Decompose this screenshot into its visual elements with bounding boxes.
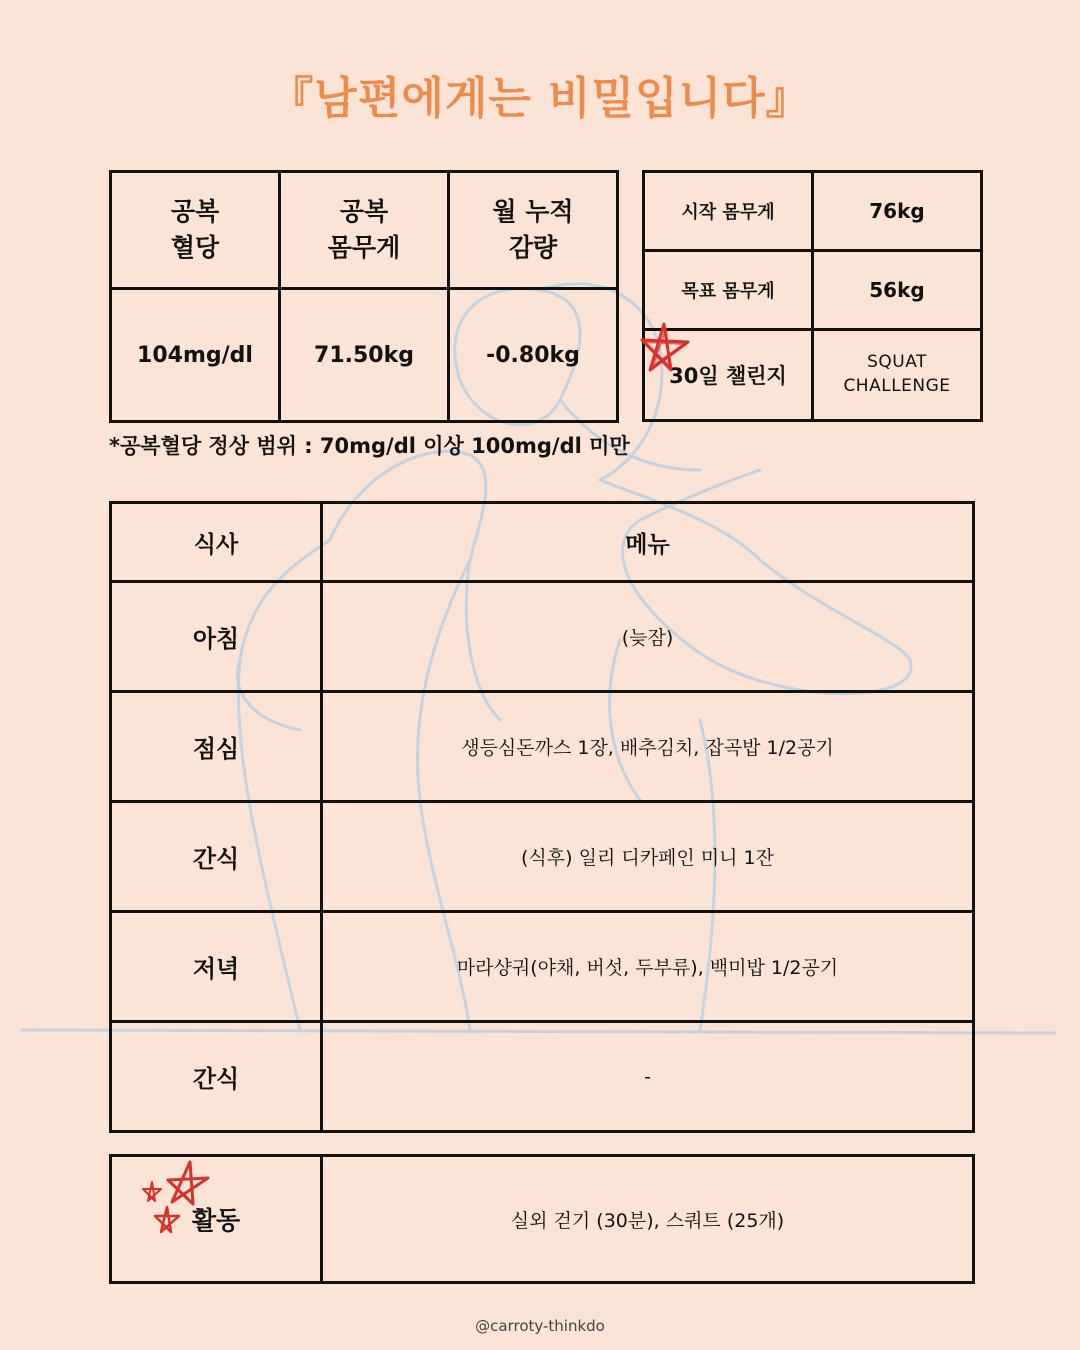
stats-header-monthly-loss: 월 누적 감량	[449, 172, 618, 289]
meal-label: 간식	[111, 802, 322, 912]
meal-menu: 생등심돈까스 1장, 배추김치, 잡곡밥 1/2공기	[322, 692, 974, 802]
blood-sugar-note: *공복혈당 정상 범위 : 70mg/dl 이상 100mg/dl 미만	[109, 434, 630, 458]
meal-label: 아침	[111, 582, 322, 692]
stats-header-weight: 공복 몸무게	[280, 172, 449, 289]
meal-menu: (식후) 일리 디카페인 미니 1잔	[322, 802, 974, 912]
stats-table	[109, 170, 619, 423]
meals-table	[109, 501, 975, 1133]
goals-table	[642, 170, 983, 422]
challenge-value-line2: CHALLENGE	[843, 376, 951, 396]
table-row	[111, 912, 974, 1022]
start-weight-value: 76kg	[813, 172, 982, 251]
target-weight-label: 목표 몸무게	[644, 251, 813, 330]
activity-table	[109, 1154, 975, 1284]
meal-menu: (늦잠)	[322, 582, 974, 692]
stats-header-blood-sugar: 공복 혈당	[111, 172, 280, 289]
stats-value-monthly-loss: -0.80kg	[449, 289, 618, 422]
table-row	[111, 802, 974, 912]
footer-handle: @carroty-thinkdo	[475, 1317, 605, 1335]
activity-value: 실외 걷기 (30분), 스쿼트 (25개)	[322, 1156, 974, 1283]
meal-label: 저녁	[111, 912, 322, 1022]
meals-header-menu: 메뉴	[322, 503, 974, 582]
table-row	[111, 582, 974, 692]
challenge-value	[813, 330, 982, 421]
target-weight-value: 56kg	[813, 251, 982, 330]
challenge-value-line1: SQUAT	[867, 352, 927, 373]
challenge-label: 30일 챌린지	[644, 330, 813, 421]
stats-value-weight: 71.50kg	[280, 289, 449, 422]
table-row	[111, 692, 974, 802]
stats-value-blood-sugar: 104mg/dl	[111, 289, 280, 422]
meal-menu: -	[322, 1022, 974, 1132]
start-weight-label: 시작 몸무게	[644, 172, 813, 251]
meals-header-meal: 식사	[111, 503, 322, 582]
meal-label: 점심	[111, 692, 322, 802]
meal-menu: 마라샹궈(야채, 버섯, 두부류), 백미밥 1/2공기	[322, 912, 974, 1022]
table-row	[111, 1022, 974, 1132]
meal-label: 간식	[111, 1022, 322, 1132]
activity-label: 활동	[111, 1156, 322, 1283]
page-title: 『남편에게는 비밀입니다』	[269, 73, 811, 124]
